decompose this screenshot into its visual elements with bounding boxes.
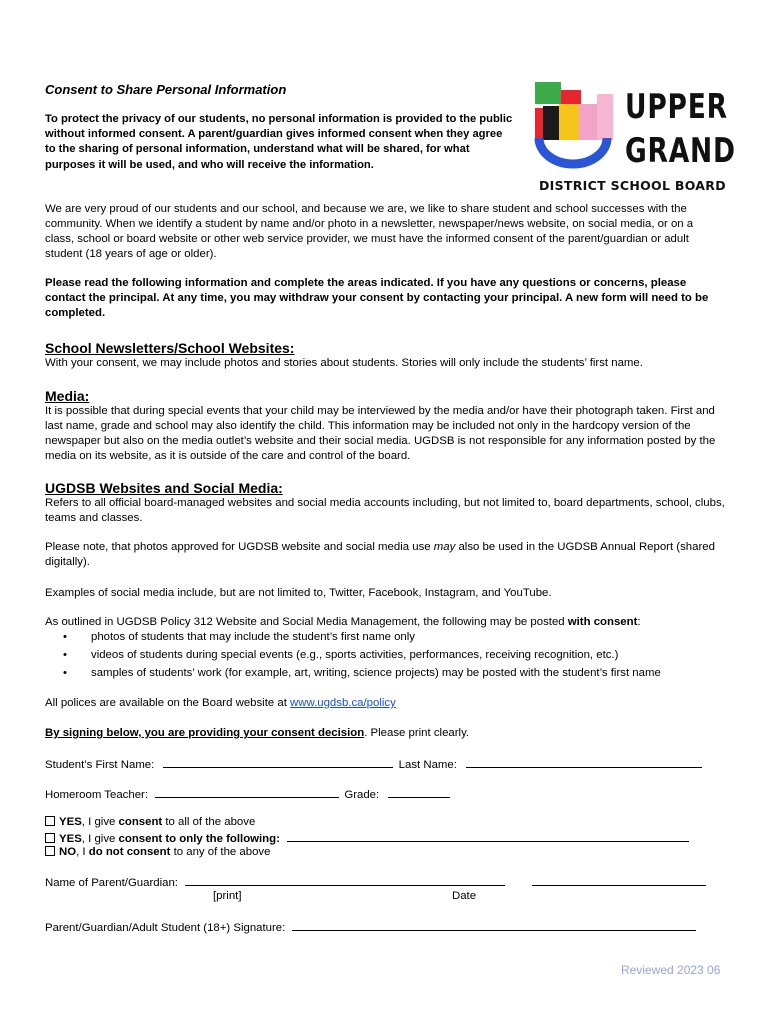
parent-name-row [45, 874, 735, 891]
logo-upper: UPPER [625, 87, 728, 127]
list-item: • videos of students during special events (e.g., sports activities, performances, receiving recognition, etc.) [63, 649, 619, 661]
date-label: Date [452, 890, 477, 902]
heading-ugdsb: UGDSB Websites and Social Media: [45, 480, 283, 496]
last-name-field[interactable] [466, 756, 702, 768]
list-item: • samples of students’ work (for example, art, writing, science projects) may be posted with the student’s first name [63, 667, 661, 679]
checkbox-yes-all[interactable] [45, 816, 55, 826]
ugdsb-text-3: Examples of social media include, but are not limited to, Twitter, Facebook, Instagram, and YouTube. [45, 587, 552, 599]
option-yes-all[interactable]: YES, I give consent to all of the above [45, 815, 735, 830]
print-label: [print] [213, 890, 242, 902]
paragraph-instructions: Please read the following information and complete the areas indicated. If you have any questions or concerns, please contact the principal. At any time, you may withdraw your consent by contacting your principal. A new form will need to be completed. [45, 277, 709, 319]
option-yes-some[interactable]: YES, I give consent to only the following: [45, 830, 735, 847]
teacher-row [45, 786, 725, 803]
ugdsb-text-4: As outlined in UGDSB Policy 312 Website and Social Media Management, the following may be posted with consent: [45, 616, 641, 628]
policy-text: All polices are available on the Board website at www.ugdsb.ca/policy [45, 697, 396, 709]
grade-field[interactable] [388, 786, 450, 798]
ugdsb-logo [527, 80, 736, 198]
parent-name-field[interactable] [185, 874, 505, 886]
ugdsb-text-2: Please note, that photos approved for UGDSB website and social media use may also be used in the UGDSB Annual Report (shared digitally). [45, 541, 715, 568]
paragraph-pride: We are very proud of our students and our school, and because we are, we like to share student and school successes with the community. When we identify a student by name and/or photo in a newsletter, newspaper/news website, on social media, or on a class, school or board website or other web service provider, we must have the informed consent of the parent/guardian or adult student (18 years of age or older). [45, 203, 694, 260]
newsletters-text: With your consent, we may include photos and stories about students. Stories will only include the students’ first name. [45, 357, 643, 369]
first-name-field[interactable] [163, 756, 393, 768]
teacher-label: Homeroom Teacher: [45, 789, 148, 801]
teacher-field[interactable] [155, 786, 339, 798]
heading-newsletters: School Newsletters/School Websites: [45, 340, 295, 356]
list-item: • photos of students that may include the student’s first name only [63, 631, 415, 643]
logo-district: DISTRICT SCHOOL BOARD [539, 178, 726, 193]
option-no[interactable]: NO, I do not consent to any of the above [45, 845, 735, 860]
logo-mark [527, 80, 619, 170]
media-text: It is possible that during special events that your child may be interviewed by the media and/or have their photograph taken. First and last name, grade and school may also identify the child. This information may be included not only in the hardcopy version of the newspaper but also on the media outlet’s website and their social media. UGDSB is not responsible for any information posted by the media on its website, as it is outside of the care and control of the board. [45, 405, 716, 462]
logo-grand: GRAND [625, 131, 736, 171]
parent-name-label: Name of Parent/Guardian: [45, 877, 178, 889]
page-title: Consent to Share Personal Information [45, 82, 287, 97]
date-field[interactable] [532, 874, 706, 886]
signature-row [45, 919, 735, 936]
reviewed-date: Reviewed 2023 06 [621, 963, 721, 977]
consent-bullets [45, 630, 745, 684]
signature-label: Parent/Guardian/Adult Student (18+) Signature: [45, 922, 286, 934]
grade-label: Grade: [344, 789, 380, 801]
heading-media: Media: [45, 388, 90, 404]
ugdsb-text-1: Refers to all official board-managed websites and social media accounts including, but not limited to, board departments, school, clubs, teams and classes. [45, 497, 725, 524]
checkbox-yes-some[interactable] [45, 833, 55, 843]
intro-text: To protect the privacy of our students, no personal information is provided to the public without informed consent. A parent/guardian gives informed consent when they agree to the sharing of personal information, understand what will be shared, for what purposes it will be used, and who will receive the information. [45, 113, 513, 171]
signature-field[interactable] [292, 919, 696, 931]
last-name-label: Last Name: [398, 759, 457, 771]
consent-details-field[interactable] [287, 830, 689, 842]
student-name-row [45, 756, 725, 773]
policy-link[interactable]: www.ugdsb.ca/policy [290, 697, 396, 709]
first-name-label: Student’s First Name: [45, 759, 155, 771]
signing-statement: By signing below, you are providing your consent decision. Please print clearly. [45, 727, 470, 739]
checkbox-no[interactable] [45, 846, 55, 856]
